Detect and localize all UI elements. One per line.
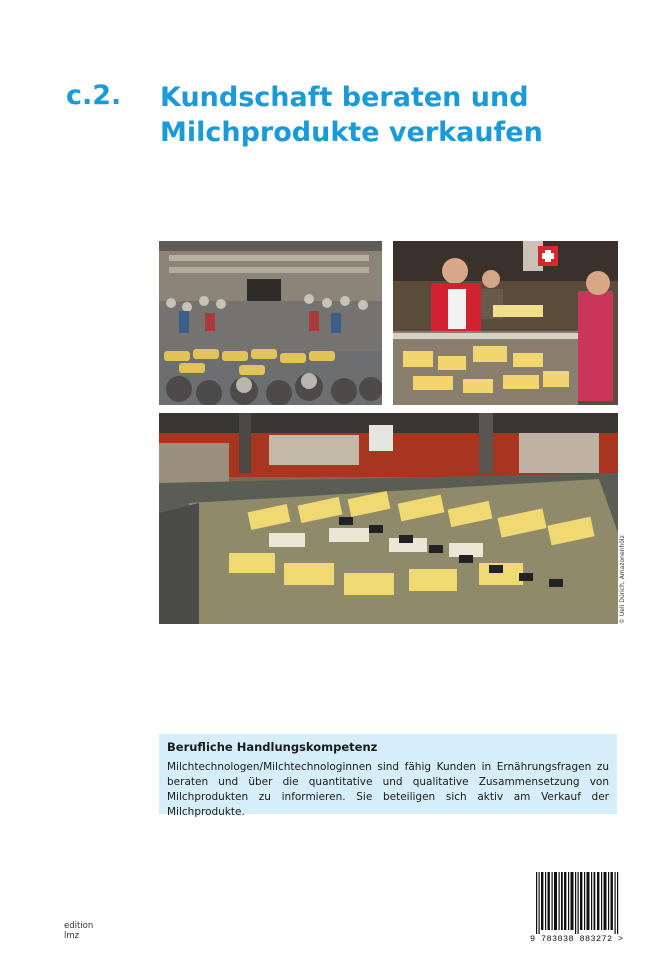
competence-box bbox=[159, 734, 617, 818]
chapter-title-line-2: Milchprodukte verkaufen bbox=[160, 117, 543, 148]
supermarket-cheese-display-photo bbox=[159, 413, 618, 624]
chapter-number: c.2. bbox=[66, 80, 122, 111]
publisher-line-1: edition bbox=[64, 921, 94, 931]
competence-heading: Berufliche Handlungskompetenz bbox=[167, 740, 378, 754]
cheese-market-photo bbox=[159, 241, 382, 405]
competence-text: Milchtechnologen/Milchtechnologinnen sind fähig Kunden in Ernährungsfragen zu beraten und über die quantitative und qualitative Zusammensetzung von Milchprodukten zu informieren. Sie beteiligen sich aktiv am Verkauf der Milchprodukte. bbox=[167, 761, 609, 818]
publisher-logo bbox=[64, 921, 93, 941]
photo-credit: © Ueli Dürich, Amazonenhölz bbox=[619, 535, 626, 624]
chapter-title bbox=[160, 80, 600, 150]
barcode-bars bbox=[536, 872, 620, 934]
publisher-line-2: lmz bbox=[64, 931, 80, 941]
isbn-barcode bbox=[530, 872, 625, 947]
cheese-counter-photo bbox=[393, 241, 618, 405]
isbn-number: 9 783038 883272 > bbox=[530, 934, 624, 944]
chapter-title-line-1: Kundschaft beraten und bbox=[160, 82, 529, 113]
